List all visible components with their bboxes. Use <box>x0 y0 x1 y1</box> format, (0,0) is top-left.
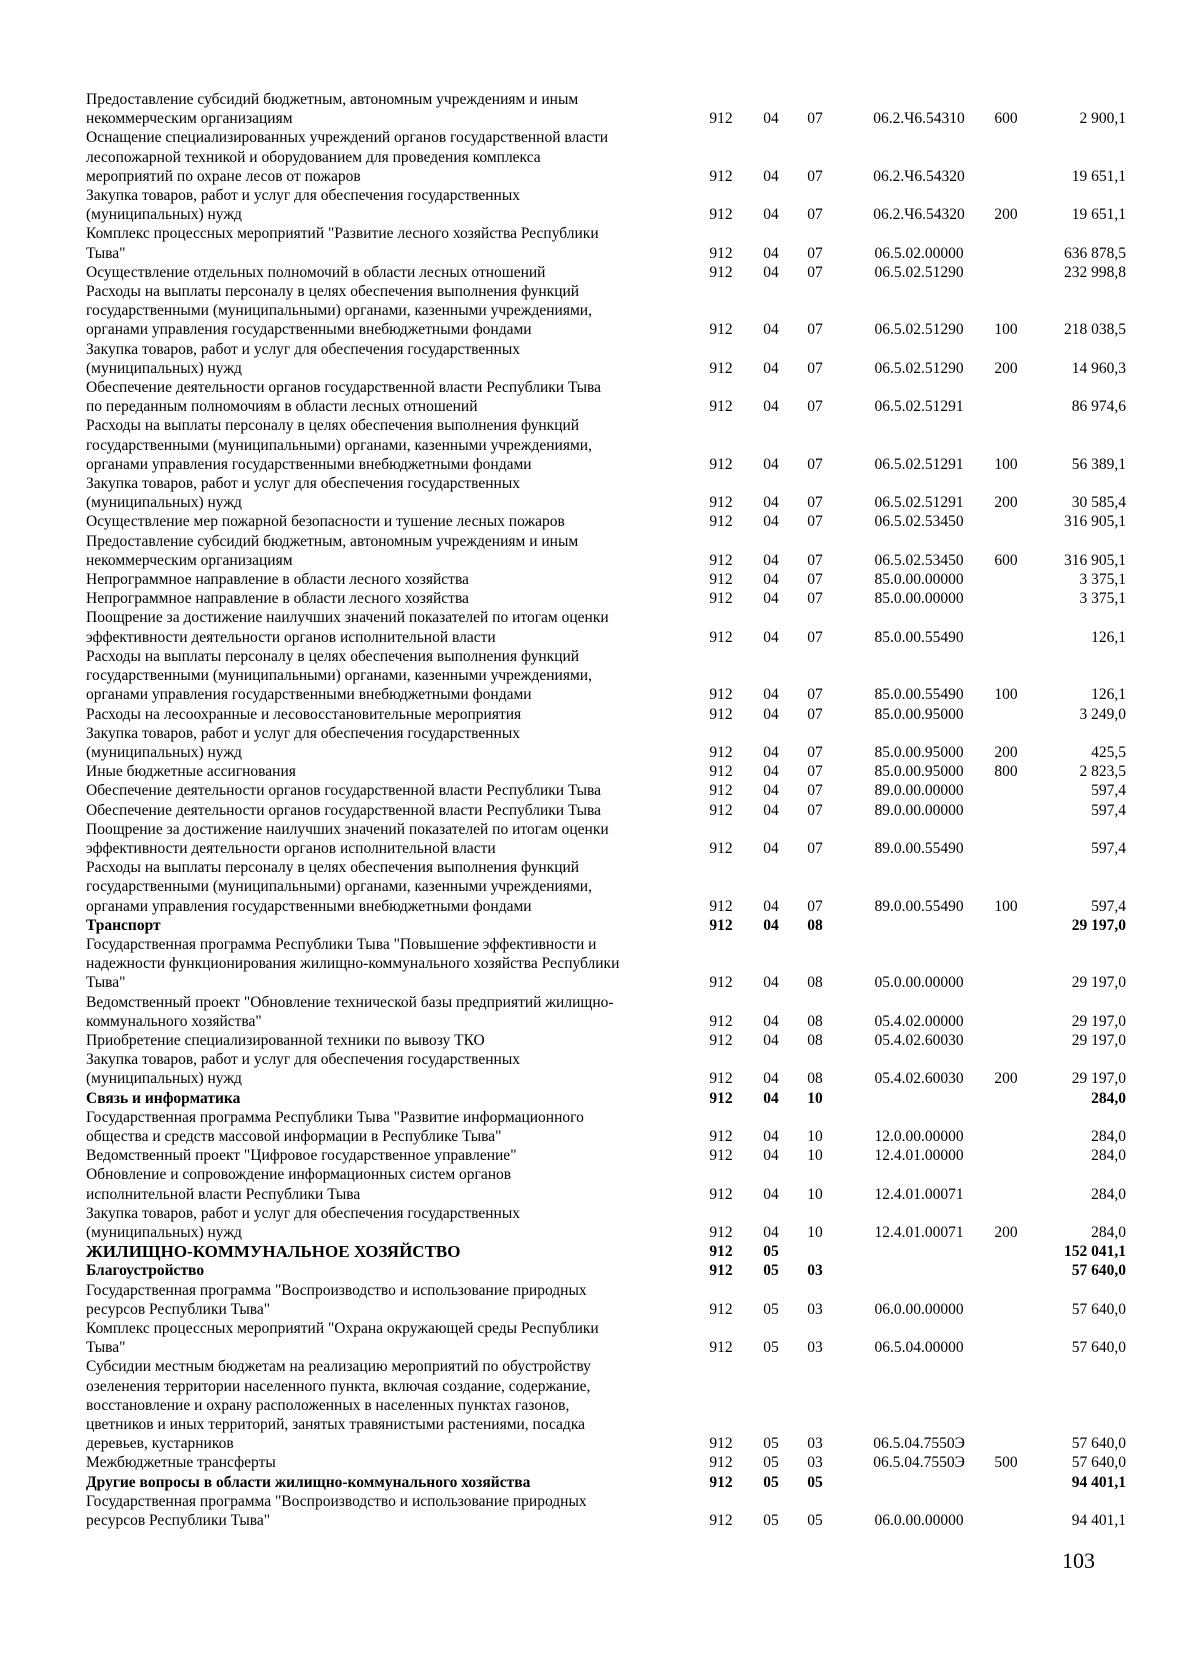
subsection-code: 10 <box>807 1185 823 1203</box>
target-article-code: 06.5.02.51290 <box>874 263 964 281</box>
department-code: 912 <box>709 1435 733 1453</box>
department-code: 912 <box>709 206 733 224</box>
section-code: 04 <box>763 1031 779 1049</box>
subsection-code: 05 <box>807 1473 823 1491</box>
row-description: Благоустройство <box>86 1262 205 1280</box>
target-article-code: 89.0.00.55490 <box>874 897 964 915</box>
department-code: 912 <box>709 743 733 761</box>
amount: 94 401,1 <box>1071 1512 1126 1530</box>
section-code: 04 <box>763 244 779 262</box>
target-article-code: 05.4.02.00000 <box>874 1012 964 1030</box>
subsection-code: 07 <box>807 455 823 473</box>
department-code: 912 <box>709 321 733 339</box>
row-description: Предоставление субсидий бюджетным, автономным учреждениям и иным некоммерческим организациям <box>86 91 579 128</box>
department-code: 912 <box>709 801 733 819</box>
table-row <box>86 90 1126 128</box>
table-row <box>86 263 1126 282</box>
amount: 56 389,1 <box>1071 455 1126 473</box>
department-code: 912 <box>709 1339 733 1357</box>
subsection-code: 07 <box>807 743 823 761</box>
target-article-code: 06.5.04.00000 <box>874 1339 964 1357</box>
department-code: 912 <box>709 1012 733 1030</box>
budget-table <box>86 90 1126 1530</box>
department-code: 912 <box>709 1473 733 1491</box>
subsection-code: 08 <box>807 974 823 992</box>
section-code: 04 <box>763 167 779 185</box>
section-code: 05 <box>763 1435 779 1453</box>
department-code: 912 <box>709 398 733 416</box>
target-article-code: 06.5.02.51290 <box>874 359 964 377</box>
subsection-code: 10 <box>807 1147 823 1165</box>
amount: 284,0 <box>1091 1127 1126 1145</box>
target-article-code: 85.0.00.95000 <box>874 763 964 781</box>
row-description: Государственная программа Республики Тыва "Развитие информационного общества и средств массовой информации в Республике Тыва" <box>86 1108 584 1145</box>
row-description: Расходы на выплаты персоналу в целях обеспечения выполнения функций государственными (муниципальными) органами, казенными учреждениями, органами управления государственными внебюджетными фондами <box>86 417 592 473</box>
row-description: Комплекс процессных мероприятий "Развитие лесного хозяйства Республики Тыва" <box>86 225 599 262</box>
row-description: Государственная программа "Воспроизводство и использование природных ресурсов Республики Тыва" <box>86 1492 587 1530</box>
target-article-code: 12.0.00.00000 <box>874 1127 964 1145</box>
subsection-code: 08 <box>807 1012 823 1030</box>
department-code: 912 <box>709 167 733 185</box>
department-code: 912 <box>709 1512 733 1530</box>
amount: 284,0 <box>1091 1147 1126 1165</box>
subsection-code: 07 <box>807 263 823 281</box>
section-code: 04 <box>763 686 779 704</box>
subsection-code: 05 <box>807 1512 823 1530</box>
table-row <box>86 1453 1126 1472</box>
amount: 29 197,0 <box>1071 916 1126 934</box>
amount: 316 905,1 <box>1064 551 1126 569</box>
row-description: Закупка товаров, работ и услуг для обеспечения государственных (муниципальных) нужд <box>86 724 521 761</box>
row-description: Обновление и сопровождение информационных систем органов исполнительной власти Республики Тыва <box>86 1166 512 1203</box>
subsection-code: 10 <box>807 1223 823 1241</box>
section-code: 04 <box>763 494 779 512</box>
table-row <box>86 1146 1126 1165</box>
table-row <box>86 589 1126 608</box>
table-row <box>86 1281 1126 1319</box>
section-heading-row <box>86 916 1126 935</box>
section-code: 04 <box>763 1070 779 1088</box>
section-code: 04 <box>763 513 779 531</box>
section-code: 04 <box>763 263 779 281</box>
department-code: 912 <box>709 244 733 262</box>
section-code: 05 <box>763 1339 779 1357</box>
subsection-code: 10 <box>807 1127 823 1145</box>
subsection-code: 07 <box>807 244 823 262</box>
row-description: Комплекс процессных мероприятий "Охрана окружающей среды Республики Тыва" <box>86 1320 599 1357</box>
table-row <box>86 474 1126 512</box>
subsection-code: 03 <box>807 1262 823 1280</box>
table-row <box>86 820 1126 858</box>
target-article-code: 06.5.02.51291 <box>874 398 964 416</box>
section-code: 04 <box>763 763 779 781</box>
target-article-code: 85.0.00.55490 <box>874 628 964 646</box>
table-row <box>86 647 1126 705</box>
table-row <box>86 186 1126 224</box>
table-row <box>86 858 1126 916</box>
row-description: Расходы на выплаты персоналу в целях обеспечения выполнения функций государственными (муниципальными) органами, казенными учреждениями, органами управления государственными внебюджетными фондами <box>86 647 592 704</box>
expense-type-code: 600 <box>994 110 1018 128</box>
target-article-code: 06.2.Ч6.54310 <box>873 110 965 128</box>
section-code: 04 <box>763 974 779 992</box>
section-code: 04 <box>763 455 779 473</box>
table-row <box>86 1050 1126 1088</box>
table-row <box>86 378 1126 416</box>
target-article-code: 06.5.04.7550Э <box>873 1454 965 1472</box>
section-code: 04 <box>763 743 779 761</box>
section-code: 04 <box>763 705 779 723</box>
table-row <box>86 1319 1126 1357</box>
subsection-code: 07 <box>807 513 823 531</box>
subsection-code: 07 <box>807 398 823 416</box>
amount: 425,5 <box>1091 743 1126 761</box>
amount: 29 197,0 <box>1071 1070 1126 1088</box>
section-code: 04 <box>763 1147 779 1165</box>
row-description: Связь и информатика <box>86 1089 241 1107</box>
department-code: 912 <box>709 1454 733 1472</box>
department-code: 912 <box>709 110 733 128</box>
amount: 284,0 <box>1091 1223 1126 1241</box>
amount: 3 375,1 <box>1079 590 1126 608</box>
row-description: Осуществление мер пожарной безопасности и тушение лесных пожаров <box>86 513 565 531</box>
department-code: 912 <box>709 1031 733 1049</box>
target-article-code: 85.0.00.95000 <box>874 705 964 723</box>
expense-type-code: 600 <box>994 551 1018 569</box>
department-code: 912 <box>709 1089 733 1107</box>
section-code: 04 <box>763 1089 779 1107</box>
amount: 29 197,0 <box>1071 1012 1126 1030</box>
section-code: 04 <box>763 1012 779 1030</box>
target-article-code: 05.4.02.60030 <box>874 1070 964 1088</box>
row-description: Транспорт <box>86 916 161 934</box>
table-row <box>86 1108 1126 1146</box>
amount: 152 041,1 <box>1064 1243 1126 1261</box>
subsection-code: 07 <box>807 110 823 128</box>
amount: 316 905,1 <box>1064 513 1126 531</box>
section-code: 04 <box>763 839 779 857</box>
table-row <box>86 1204 1126 1242</box>
subsection-code: 07 <box>807 359 823 377</box>
amount: 86 974,6 <box>1071 398 1126 416</box>
section-code: 05 <box>763 1262 779 1280</box>
section-code: 04 <box>763 1185 779 1203</box>
subsection-code: 07 <box>807 321 823 339</box>
table-row <box>86 993 1126 1031</box>
department-code: 912 <box>709 1300 733 1318</box>
table-row <box>86 1031 1126 1050</box>
subsection-code: 07 <box>807 801 823 819</box>
row-description: Закупка товаров, работ и услуг для обеспечения государственных (муниципальных) нужд <box>86 475 521 512</box>
department-code: 912 <box>709 571 733 589</box>
expense-type-code: 200 <box>994 743 1018 761</box>
amount: 3 249,0 <box>1079 705 1126 723</box>
department-code: 912 <box>709 1127 733 1145</box>
amount: 57 640,0 <box>1071 1339 1126 1357</box>
expense-type-code: 100 <box>994 686 1018 704</box>
amount: 284,0 <box>1091 1185 1126 1203</box>
section-code: 04 <box>763 321 779 339</box>
amount: 19 651,1 <box>1071 206 1126 224</box>
table-row <box>86 935 1126 993</box>
section-code: 04 <box>763 206 779 224</box>
table-row <box>86 724 1126 762</box>
department-code: 912 <box>709 839 733 857</box>
subsection-code: 07 <box>807 782 823 800</box>
expense-type-code: 500 <box>994 1454 1018 1472</box>
expense-type-code: 100 <box>994 455 1018 473</box>
section-heading-row <box>86 1242 1126 1261</box>
section-code: 04 <box>763 897 779 915</box>
target-article-code: 85.0.00.00000 <box>874 571 964 589</box>
subsection-code: 08 <box>807 1070 823 1088</box>
subsection-code: 03 <box>807 1435 823 1453</box>
department-code: 912 <box>709 1243 733 1261</box>
subsection-code: 07 <box>807 763 823 781</box>
section-code: 05 <box>763 1454 779 1472</box>
section-code: 05 <box>763 1473 779 1491</box>
amount: 57 640,0 <box>1071 1262 1126 1280</box>
row-description: Другие вопросы в области жилищно-коммунального хозяйства <box>86 1473 531 1491</box>
target-article-code: 06.0.00.00000 <box>874 1512 964 1530</box>
table-row <box>86 282 1126 340</box>
row-description: Расходы на лесоохранные и лесовосстановительные мероприятия <box>86 705 522 723</box>
subsection-code: 07 <box>807 897 823 915</box>
department-code: 912 <box>709 263 733 281</box>
amount: 19 651,1 <box>1071 167 1126 185</box>
target-article-code: 12.4.01.00071 <box>874 1223 964 1241</box>
amount: 126,1 <box>1091 628 1126 646</box>
subsection-code: 07 <box>807 571 823 589</box>
table-row <box>86 570 1126 589</box>
row-description: Предоставление субсидий бюджетным, автономным учреждениям и иным некоммерческим организациям <box>86 532 579 569</box>
department-code: 912 <box>709 974 733 992</box>
department-code: 912 <box>709 1070 733 1088</box>
amount: 57 640,0 <box>1071 1300 1126 1318</box>
row-description: Оснащение специализированных учреждений органов государственной власти лесопожарной техникой и оборудованием для проведения комплекса мероприятий по охране лесов от пожаров <box>86 129 609 185</box>
amount: 232 998,8 <box>1064 263 1126 281</box>
section-code: 04 <box>763 359 779 377</box>
row-description: Закупка товаров, работ и услуг для обеспечения государственных (муниципальных) нужд <box>86 1051 521 1088</box>
expense-type-code: 200 <box>994 1223 1018 1241</box>
table-row <box>86 1492 1126 1530</box>
table-row <box>86 416 1126 474</box>
section-code: 04 <box>763 551 779 569</box>
target-article-code: 05.4.02.60030 <box>874 1031 964 1049</box>
section-code: 04 <box>763 1127 779 1145</box>
amount: 218 038,5 <box>1064 321 1126 339</box>
department-code: 912 <box>709 359 733 377</box>
amount: 94 401,1 <box>1071 1473 1126 1491</box>
row-description: Непрограммное направление в области лесного хозяйства <box>86 571 469 589</box>
target-article-code: 05.0.00.00000 <box>874 974 964 992</box>
table-row <box>86 705 1126 724</box>
row-description: Осуществление отдельных полномочий в области лесных отношений <box>86 263 546 281</box>
amount: 57 640,0 <box>1071 1435 1126 1453</box>
row-description: Приобретение специализированной техники по вывозу ТКО <box>86 1031 485 1049</box>
target-article-code: 89.0.00.55490 <box>874 839 964 857</box>
amount: 284,0 <box>1091 1089 1126 1107</box>
department-code: 912 <box>709 1223 733 1241</box>
department-code: 912 <box>709 705 733 723</box>
table-row <box>86 608 1126 646</box>
section-code: 04 <box>763 398 779 416</box>
row-description: Поощрение за достижение наилучших значений показателей по итогам оценки эффективности деятельности органов исполнительной власти <box>86 609 609 646</box>
target-article-code: 89.0.00.00000 <box>874 801 964 819</box>
target-article-code: 06.5.02.51291 <box>874 455 964 473</box>
row-description: Закупка товаров, работ и услуг для обеспечения государственных (муниципальных) нужд <box>86 187 521 224</box>
row-description: Обеспечение деятельности органов государственной власти Республики Тыва по переданным полномочиям в области лесных отношений <box>86 379 602 416</box>
section-code: 04 <box>763 110 779 128</box>
row-description: ЖИЛИЩНО-КОММУНАЛЬНОЕ ХОЗЯЙСТВО <box>86 1242 461 1262</box>
subsection-code: 03 <box>807 1454 823 1472</box>
row-description: Обеспечение деятельности органов государственной власти Республики Тыва <box>86 782 602 800</box>
department-code: 912 <box>709 1262 733 1280</box>
target-article-code: 12.4.01.00071 <box>874 1185 964 1203</box>
table-row <box>86 532 1126 570</box>
target-article-code: 85.0.00.55490 <box>874 686 964 704</box>
row-description: Обеспечение деятельности органов государственной власти Республики Тыва <box>86 801 602 819</box>
row-description: Расходы на выплаты персоналу в целях обеспечения выполнения функций государственными (муниципальными) органами, казенными учреждениями, органами управления государственными внебюджетными фондами <box>86 283 592 339</box>
department-code: 912 <box>709 782 733 800</box>
target-article-code: 06.5.04.7550Э <box>873 1435 965 1453</box>
expense-type-code: 800 <box>994 763 1018 781</box>
department-code: 912 <box>709 590 733 608</box>
table-row <box>86 128 1126 186</box>
department-code: 912 <box>709 763 733 781</box>
row-description: Межбюджетные трансферты <box>86 1454 276 1472</box>
subsection-code: 07 <box>807 839 823 857</box>
subsection-code: 07 <box>807 206 823 224</box>
section-code: 05 <box>763 1512 779 1530</box>
table-row <box>86 801 1126 820</box>
target-article-code: 06.2.Ч6.54320 <box>873 206 965 224</box>
subsection-code: 08 <box>807 1031 823 1049</box>
section-code: 05 <box>763 1300 779 1318</box>
row-description: Иные бюджетные ассигнования <box>86 763 296 781</box>
expense-type-code: 100 <box>994 897 1018 915</box>
section-code: 04 <box>763 801 779 819</box>
row-description: Непрограммное направление в области лесного хозяйства <box>86 590 469 608</box>
expense-type-code: 200 <box>994 206 1018 224</box>
amount: 3 375,1 <box>1079 571 1126 589</box>
expense-type-code: 100 <box>994 321 1018 339</box>
section-code: 04 <box>763 1223 779 1241</box>
department-code: 912 <box>709 686 733 704</box>
department-code: 912 <box>709 494 733 512</box>
target-article-code: 06.5.02.00000 <box>874 244 964 262</box>
target-article-code: 89.0.00.00000 <box>874 782 964 800</box>
subsection-code: 07 <box>807 167 823 185</box>
subsection-code: 08 <box>807 916 823 934</box>
department-code: 912 <box>709 1185 733 1203</box>
target-article-code: 06.5.02.53450 <box>874 551 964 569</box>
target-article-code: 12.4.01.00000 <box>874 1147 964 1165</box>
expense-type-code: 200 <box>994 359 1018 377</box>
section-code: 04 <box>763 628 779 646</box>
row-description: Ведомственный проект "Цифровое государственное управление" <box>86 1147 517 1165</box>
section-heading-row <box>86 1261 1126 1280</box>
row-description: Поощрение за достижение наилучших значений показателей по итогам оценки эффективности деятельности органов исполнительной власти <box>86 820 609 857</box>
table-row <box>86 1165 1126 1203</box>
amount: 597,4 <box>1091 897 1126 915</box>
row-description: Закупка товаров, работ и услуг для обеспечения государственных (муниципальных) нужд <box>86 1204 521 1241</box>
target-article-code: 06.2.Ч6.54320 <box>873 167 965 185</box>
department-code: 912 <box>709 897 733 915</box>
section-code: 04 <box>763 782 779 800</box>
target-article-code: 06.5.02.53450 <box>874 513 964 531</box>
amount: 597,4 <box>1091 839 1126 857</box>
target-article-code: 06.5.02.51290 <box>874 321 964 339</box>
amount: 29 197,0 <box>1071 974 1126 992</box>
section-code: 04 <box>763 571 779 589</box>
target-article-code: 06.5.02.51291 <box>874 494 964 512</box>
subsection-code: 07 <box>807 551 823 569</box>
department-code: 912 <box>709 628 733 646</box>
amount: 636 878,5 <box>1064 244 1126 262</box>
row-description: Государственная программа Республики Тыва "Повышение эффективности и надежности функционирования жилищно-коммунального хозяйства Республики Тыва" <box>86 935 620 992</box>
target-article-code: 06.0.00.00000 <box>874 1300 964 1318</box>
target-article-code: 85.0.00.95000 <box>874 743 964 761</box>
row-description: Ведомственный проект "Обновление технической базы предприятий жилищно- коммунального хозяйства" <box>86 993 614 1030</box>
amount: 2 823,5 <box>1079 763 1126 781</box>
amount: 597,4 <box>1091 801 1126 819</box>
table-row <box>86 762 1126 781</box>
department-code: 912 <box>709 1147 733 1165</box>
department-code: 912 <box>709 916 733 934</box>
department-code: 912 <box>709 513 733 531</box>
department-code: 912 <box>709 455 733 473</box>
row-description: Субсидии местным бюджетам на реализацию мероприятий по обустройству озеленения территории населенного пункта, включая создание, содержание, восстановление и охрану расположенных в населенных пунктах газонов, цветников и иных территорий, занятых травянистыми растениями, посадка деревьев, кустарников <box>86 1358 591 1453</box>
row-description: Государственная программа "Воспроизводство и использование природных ресурсов Республики Тыва" <box>86 1281 587 1318</box>
amount: 126,1 <box>1091 686 1126 704</box>
row-description: Расходы на выплаты персоналу в целях обеспечения выполнения функций государственными (муниципальными) органами, казенными учреждениями, органами управления государственными внебюджетными фондами <box>86 859 592 915</box>
subsection-code: 07 <box>807 628 823 646</box>
amount: 57 640,0 <box>1071 1454 1126 1472</box>
table-row <box>86 781 1126 800</box>
section-heading-row <box>86 1473 1126 1492</box>
row-description: Закупка товаров, работ и услуг для обеспечения государственных (муниципальных) нужд <box>86 340 521 377</box>
table-row <box>86 340 1126 378</box>
section-code: 05 <box>763 1243 779 1261</box>
amount: 30 585,4 <box>1071 494 1126 512</box>
subsection-code: 03 <box>807 1339 823 1357</box>
table-row <box>86 512 1126 531</box>
section-code: 04 <box>763 590 779 608</box>
subsection-code: 03 <box>807 1300 823 1318</box>
subsection-code: 07 <box>807 494 823 512</box>
amount: 14 960,3 <box>1071 359 1126 377</box>
subsection-code: 07 <box>807 590 823 608</box>
department-code: 912 <box>709 551 733 569</box>
target-article-code: 85.0.00.00000 <box>874 590 964 608</box>
table-row <box>86 1357 1126 1453</box>
subsection-code: 07 <box>807 686 823 704</box>
subsection-code: 10 <box>807 1089 823 1107</box>
expense-type-code: 200 <box>994 494 1018 512</box>
page-number: 103 <box>1062 1548 1095 1573</box>
amount: 29 197,0 <box>1071 1031 1126 1049</box>
subsection-code: 07 <box>807 705 823 723</box>
section-code: 04 <box>763 916 779 934</box>
amount: 2 900,1 <box>1079 110 1126 128</box>
amount: 597,4 <box>1091 782 1126 800</box>
expense-type-code: 200 <box>994 1070 1018 1088</box>
section-heading-row <box>86 1089 1126 1108</box>
table-row <box>86 224 1126 262</box>
